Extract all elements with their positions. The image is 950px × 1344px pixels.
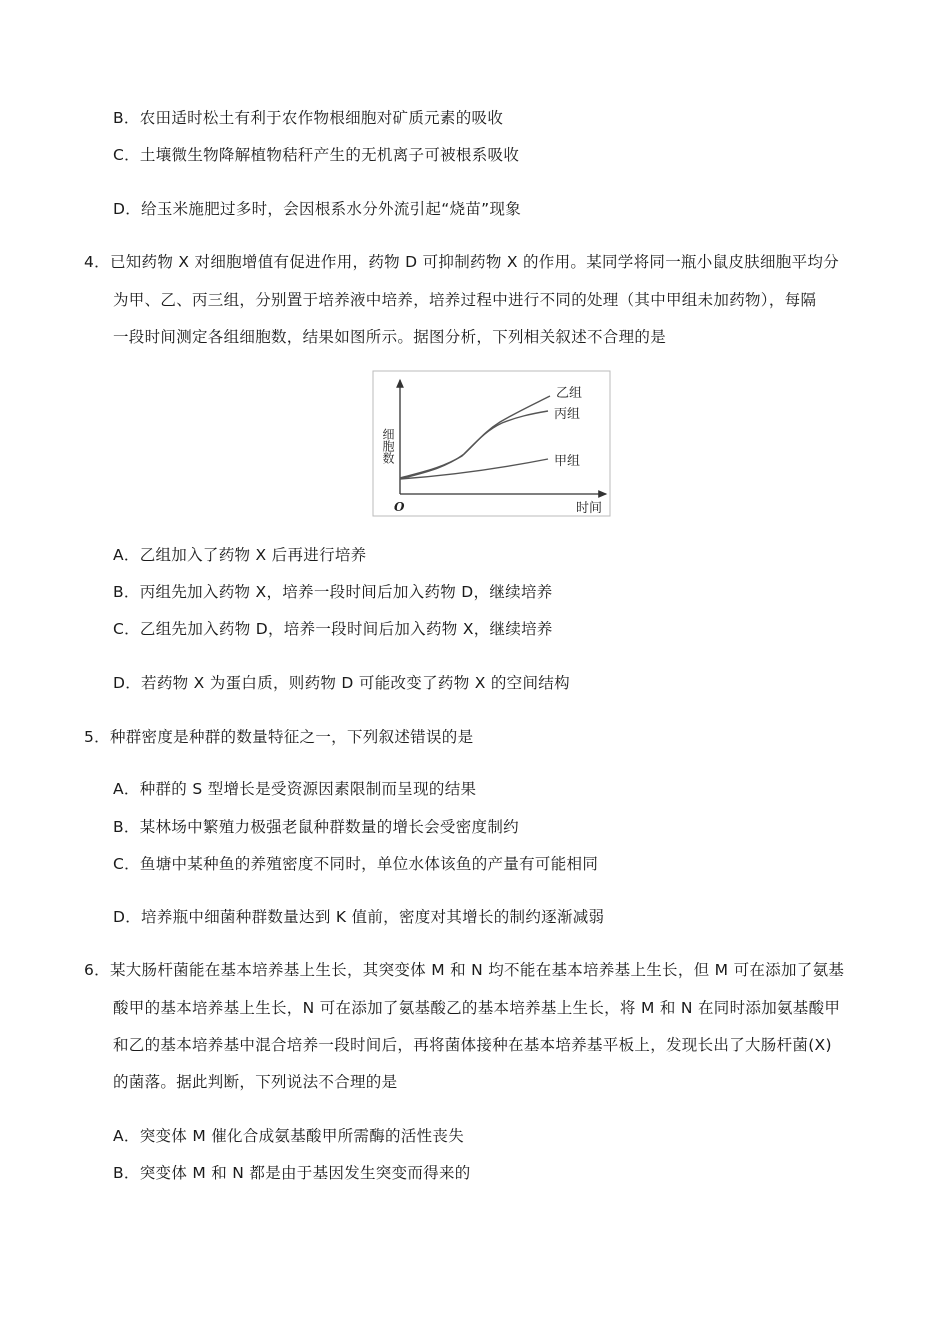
series-label-jia: 甲组 xyxy=(554,454,581,469)
cell-count-graph xyxy=(372,370,612,518)
y-axis-label: 细胞数 xyxy=(381,428,395,464)
q3-option-c: C．土壤微生物降解植物秸秆产生的无机离子可被根系吸收 xyxy=(113,146,520,164)
series-label-yi: 乙组 xyxy=(556,386,583,401)
q4-stem-line-1: 4．已知药物 X 对细胞增值有促进作用，药物 D 可抑制药物 X 的作用。某同学将同一瓶小鼠皮肤细胞平均分 xyxy=(84,253,839,271)
series-label-bing: 丙组 xyxy=(554,407,581,422)
q4-option-c: C．乙组先加入药物 D，培养一段时间后加入药物 X，继续培养 xyxy=(113,620,553,638)
cell-count-figure xyxy=(372,370,612,518)
q3-option-b: B．农田适时松土有利于农作物根细胞对矿质元素的吸收 xyxy=(113,109,504,127)
q5-option-c: C．鱼塘中某种鱼的养殖密度不同时，单位水体该鱼的产量有可能相同 xyxy=(113,855,599,873)
q4-option-b: B．丙组先加入药物 X，培养一段时间后加入药物 D，继续培养 xyxy=(113,583,553,601)
q6-stem-line-1: 6．某大肠杆菌能在基本培养基上生长，其突变体 M 和 N 均不能在基本培养基上生长，但 M 可在添加了氨基 xyxy=(84,961,845,979)
q4-option-d: D．若药物 X 为蛋白质，则药物 D 可能改变了药物 X 的空间结构 xyxy=(113,674,570,692)
series-line-yi xyxy=(400,396,550,478)
q6-stem-line-4: 的菌落。据此判断，下列说法不合理的是 xyxy=(113,1073,398,1091)
x-axis-label: 时间 xyxy=(576,501,603,516)
q4-option-a: A．乙组加入了药物 X 后再进行培养 xyxy=(113,546,367,564)
q5-option-b: B．某林场中繁殖力极强老鼠种群数量的增长会受密度制约 xyxy=(113,818,519,836)
q5-stem: 5．种群密度是种群的数量特征之一，下列叙述错误的是 xyxy=(84,728,474,746)
q6-option-a: A．突变体 M 催化合成氨基酸甲所需酶的活性丧失 xyxy=(113,1127,465,1145)
q6-stem-line-3: 和乙的基本培养基中混合培养一段时间后，再将菌体接种在基本培养基平板上，发现长出了大肠杆菌(X) xyxy=(113,1036,832,1054)
origin-label: O xyxy=(394,500,405,514)
series-line-jia xyxy=(400,459,548,479)
q6-option-b: B．突变体 M 和 N 都是由于基因发生突变而得来的 xyxy=(113,1164,471,1182)
q5-option-d: D．培养瓶中细菌种群数量达到 K 值前，密度对其增长的制约逐渐减弱 xyxy=(113,908,605,926)
q4-stem-line-2: 为甲、乙、丙三组，分别置于培养液中培养，培养过程中进行不同的处理（其中甲组未加药物），每隔 xyxy=(113,291,817,309)
q5-option-a: A．种群的 S 型增长是受资源因素限制而呈现的结果 xyxy=(113,780,477,798)
q4-stem-line-3: 一段时间测定各组细胞数，结果如图所示。据图分析，下列相关叙述不合理的是 xyxy=(113,328,667,346)
q6-stem-line-2: 酸甲的基本培养基上生长，N 可在添加了氨基酸乙的基本培养基上生长，将 M 和 N 在同时添加氨基酸甲 xyxy=(113,999,841,1017)
q3-option-d: D．给玉米施肥过多时，会因根系水分外流引起“烧苗”现象 xyxy=(113,200,522,218)
